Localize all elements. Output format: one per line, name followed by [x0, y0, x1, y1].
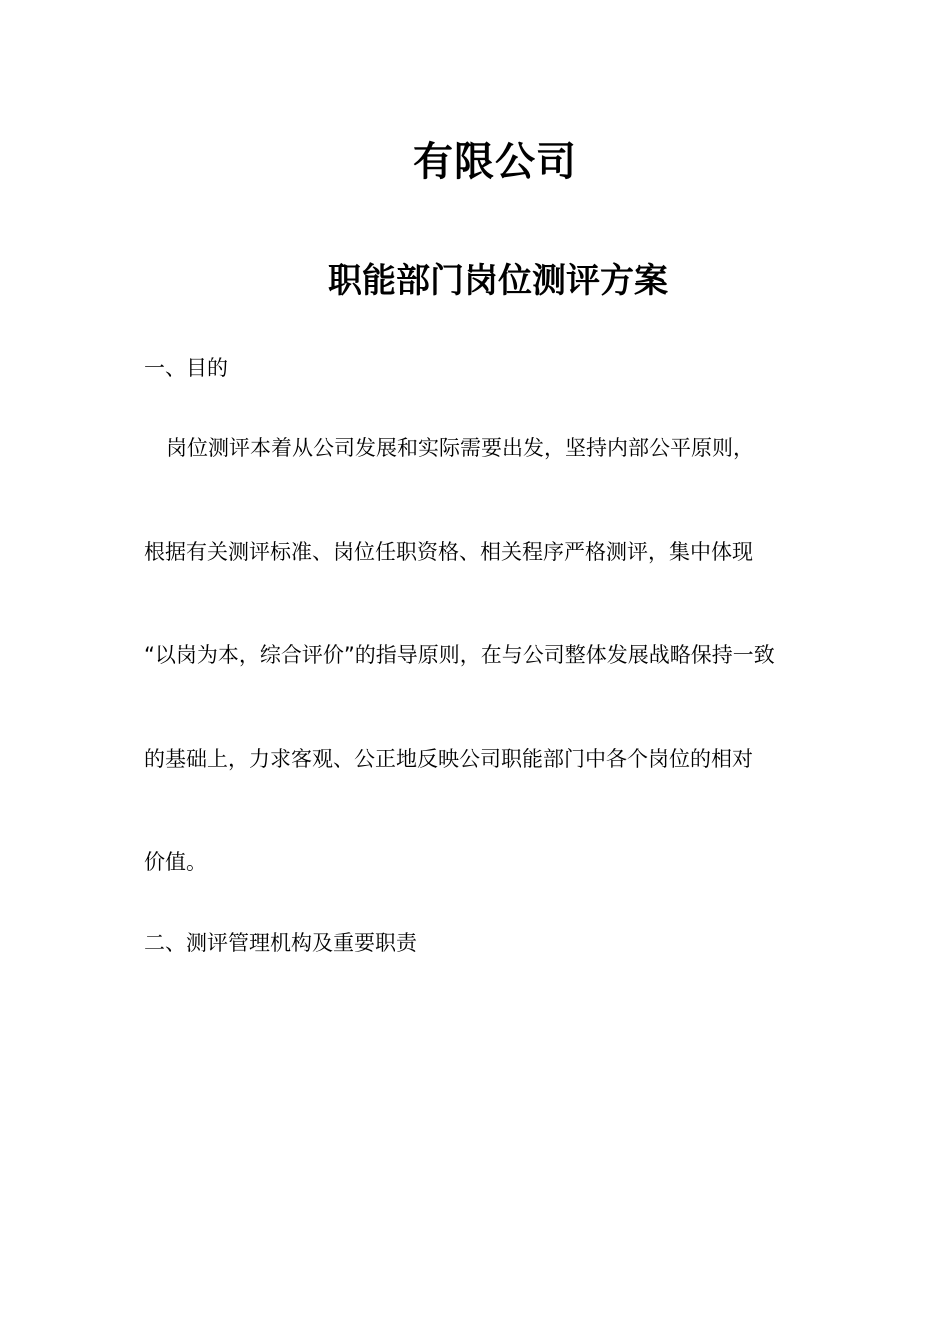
paragraph-line: 的基础上，力求客观、公正地反映公司职能部门中各个岗位的相对 [144, 747, 753, 771]
section-heading-purpose: 一、目的 [144, 356, 228, 380]
document-title: 职能部门岗位测评方案 [328, 261, 668, 301]
company-title: 有限公司 [413, 139, 577, 185]
paragraph-line: 根据有关测评标准、岗位任职资格、相关程序严格测评，集中体现 [144, 540, 753, 564]
paragraph-line: 岗位测评本着从公司发展和实际需要出发，坚持内部公平原则， [166, 436, 754, 460]
paragraph-line: “以岗为本，综合评价”的指导原则，在与公司整体发展战略保持一致 [144, 643, 775, 667]
section-heading-management: 二、测评管理机构及重要职责 [144, 931, 417, 955]
paragraph-line: 价值。 [144, 850, 207, 874]
